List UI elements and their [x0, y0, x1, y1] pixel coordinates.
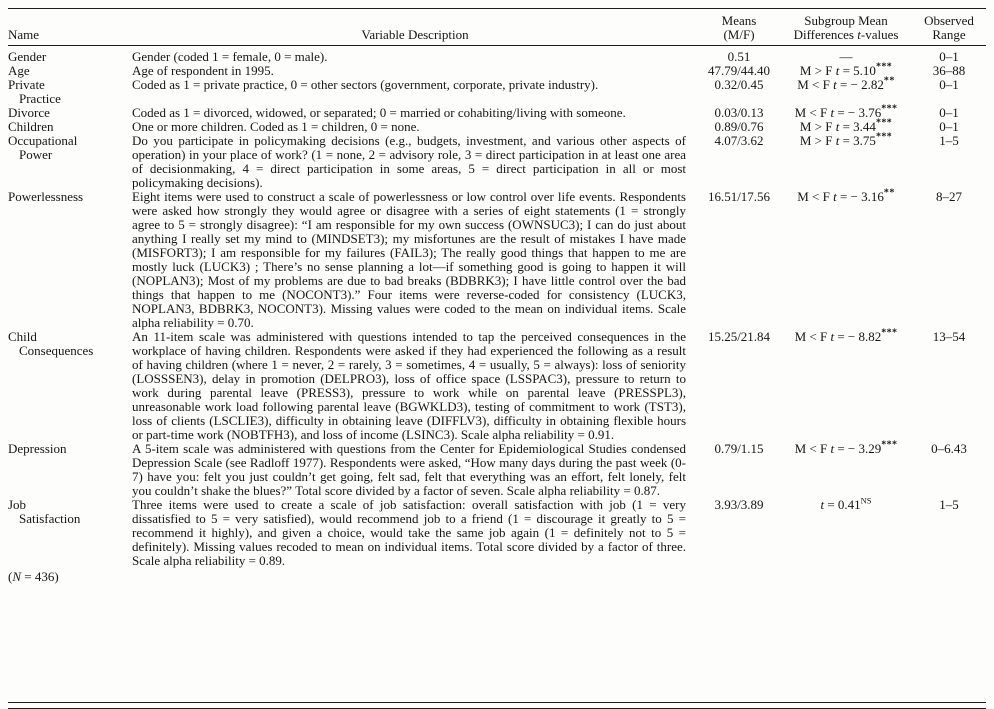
row-tvalue: M < F t = − 3.29*** — [794, 439, 898, 456]
row-name: Occupational Power — [8, 133, 78, 162]
row-description: Three items were used to create a scale of job satisfaction: overall satisfaction with job (1 = very dissatisfied to 5 = very satisfied), would recommend job to a friend (1 = discourage it greatly to 5 = recommend it highly), and given a choice, would take the same job again (1 = definitely not to 5 = definitely). Missing values recoded to mean on individual items. Total score divided by a factor of three. Scale alpha reliability = 0.89. — [132, 497, 686, 568]
table-row — [8, 131, 986, 190]
row-range: 0–1 — [939, 105, 959, 120]
row-range: 1–5 — [939, 133, 959, 148]
col-header-range-line2: Range — [932, 27, 966, 42]
row-range: 36–88 — [932, 63, 966, 78]
row-description: A 5-item scale was administered with questions from the Center for Epidemiological Studies condensed Depression Scale (see Radloff 1977). Respondents were asked, “How many days during the past week (0-7) have you: felt you just couldn’t get going, felt sad, felt that everything was an effort, felt lonely, felt you couldn’t shake the blues?” Total score divided by a factor of seven. Scale alpha reliability = 0.87. — [132, 441, 686, 498]
table-body — [8, 46, 986, 568]
row-means: 47.79/44.40 — [707, 63, 771, 78]
sample-size-symbol: N — [12, 569, 22, 584]
row-tvalue: — — [839, 49, 853, 64]
col-header-differences-line2: Differences t-values — [793, 27, 899, 42]
table-row — [8, 50, 986, 64]
row-description: One or more children. Coded as 1 = children, 0 = none. — [132, 119, 420, 134]
row-description: Eight items were used to construct a scale of powerlessness or low control over life events. Respondents were asked how strongly they would agree or disagree with a series of eight statements (1 = strongly agree to 5 = strongly disagree): “I am responsible for my own success (OWNSUC3); I can do just about anything I really set my mind to (MINDSET3); my misfortunes are the result of mistakes I have made (MISFORT3); I am responsible for my failures (FAIL3); The really good things that happen to me are mostly luck (LUCK3) ; There’s no sense planning a lot—if something good is going to happen it will (NOPLAN3); Most of my problems are due to bad breaks (BDBRK3); I have little control over the bad things that happen to me (NOCONT3).” Four items were reverse-coded for consistency (LUCK3, NOPLAN3, BDBRK3, NOCONT3). Missing values were coded to the mean on individual items. Scale alpha reliability = 0.70. — [132, 189, 686, 330]
row-tvalue: $t = 0.41^{NS}$ — [820, 495, 872, 512]
table-row — [8, 117, 986, 134]
row-means: 15.25/21.84 — [707, 329, 771, 344]
row-tvalue: M < F t = − 3.76*** — [794, 103, 898, 120]
table-row — [8, 61, 986, 78]
row-description: An 11-item scale was administered with questions intended to tap the perceived consequences in the workplace of having children. Respondents were asked if they had experienced the following as a result of having children (where 1 = never, 2 = rarely, 3 = sometimes, 4 = usually, 5 = always): loss of seniority (LOSSSEN3), delay in promotion (DELPRO3), loss of office space (LSSPAC3), pressure to return to work during parental leave (PRESS3), pressure to work while on parental leave (PRESSPL3), unreasonable work load following parental leave (BGWKLD3), testing of commitment to work (TST3), loss of clients (LSCLIE3), difficulty in obtaining leave (DIFFLV3), difficulty in obtaining flexible hours or part-time work (NOBTFH3), and loss of income (LSINC3). Scale alpha reliability = 0.91. — [132, 329, 686, 442]
row-range: 8–27 — [936, 189, 962, 204]
row-means: 4.07/3.62 — [714, 133, 764, 148]
row-description: Gender (coded 1 = female, 0 = male). — [132, 49, 328, 64]
row-tvalue: M < F t = − 8.82*** — [794, 327, 898, 344]
row-means: 3.93/3.89 — [714, 497, 764, 512]
col-header-differences — [780, 14, 912, 42]
row-range: 0–1 — [939, 77, 959, 92]
col-header-means — [698, 14, 780, 42]
table-row — [8, 495, 986, 568]
col-header-name: Name — [8, 27, 40, 42]
row-name: Gender — [8, 49, 47, 64]
row-tvalue: M > F t = 3.75*** — [799, 131, 893, 148]
table-row — [8, 103, 986, 120]
table-row — [8, 327, 986, 442]
row-tvalue: M < F t = − 2.82** — [797, 75, 895, 92]
col-header-means-line1: Means — [721, 13, 757, 28]
row-name: Children — [8, 119, 54, 134]
table-row — [8, 75, 986, 106]
row-name: Job Satisfaction — [8, 497, 81, 526]
row-means: 0.79/1.15 — [714, 441, 764, 456]
row-name: Age — [8, 63, 30, 78]
row-description: Do you participate in policymaking decisions (e.g., budgets, investment, and various other aspects of operation) in your place of work? (1 = none, 2 = advisory role, 3 = direct participation in at least one area of decisionmaking, 4 = direct participation in some areas, 5 = direct participation in all or most policymaking decisions). — [132, 133, 686, 190]
table-header — [8, 8, 986, 46]
row-range: 13–54 — [932, 329, 966, 344]
row-range: 0–1 — [939, 119, 959, 134]
col-header-description: Variable Description — [361, 27, 469, 42]
table-bottom-rule — [8, 702, 986, 709]
col-header-range-line1: Observed — [924, 13, 974, 28]
col-header-range — [912, 14, 986, 42]
row-means: 0.89/0.76 — [714, 119, 764, 134]
row-means: 0.32/0.45 — [714, 77, 764, 92]
row-name: Depression — [8, 441, 67, 456]
table-row — [8, 187, 986, 330]
row-range: 1–5 — [939, 497, 959, 512]
row-name: Child Consequences — [8, 329, 94, 358]
row-tvalue: M < F t = − 3.16** — [797, 187, 895, 204]
row-tvalue: M > F t = 3.44*** — [799, 117, 893, 134]
row-description: Age of respondent in 1995. — [132, 63, 274, 78]
row-means: 0.03/0.13 — [714, 105, 764, 120]
row-means: 16.51/17.56 — [707, 189, 771, 204]
row-description: Coded as 1 = private practice, 0 = other sectors (government, corporate, private industry). — [132, 77, 599, 92]
row-description: Coded as 1 = divorced, widowed, or separated; 0 = married or cohabiting/living with someone. — [132, 105, 626, 120]
row-means: 0.51 — [727, 49, 751, 64]
row-name: Powerlessness — [8, 189, 84, 204]
col-header-differences-line1: Subgroup Mean — [804, 13, 888, 28]
table-row — [8, 439, 986, 498]
row-name: Divorce — [8, 105, 50, 120]
row-name: Private Practice — [8, 77, 61, 106]
table-footnote: (N = 436) — [8, 569, 59, 584]
row-tvalue: M > F t = 5.10*** — [799, 61, 893, 78]
row-range: 0–6.43 — [931, 441, 967, 456]
row-range: 0–1 — [939, 49, 959, 64]
col-header-means-line2: (M/F) — [723, 27, 755, 42]
